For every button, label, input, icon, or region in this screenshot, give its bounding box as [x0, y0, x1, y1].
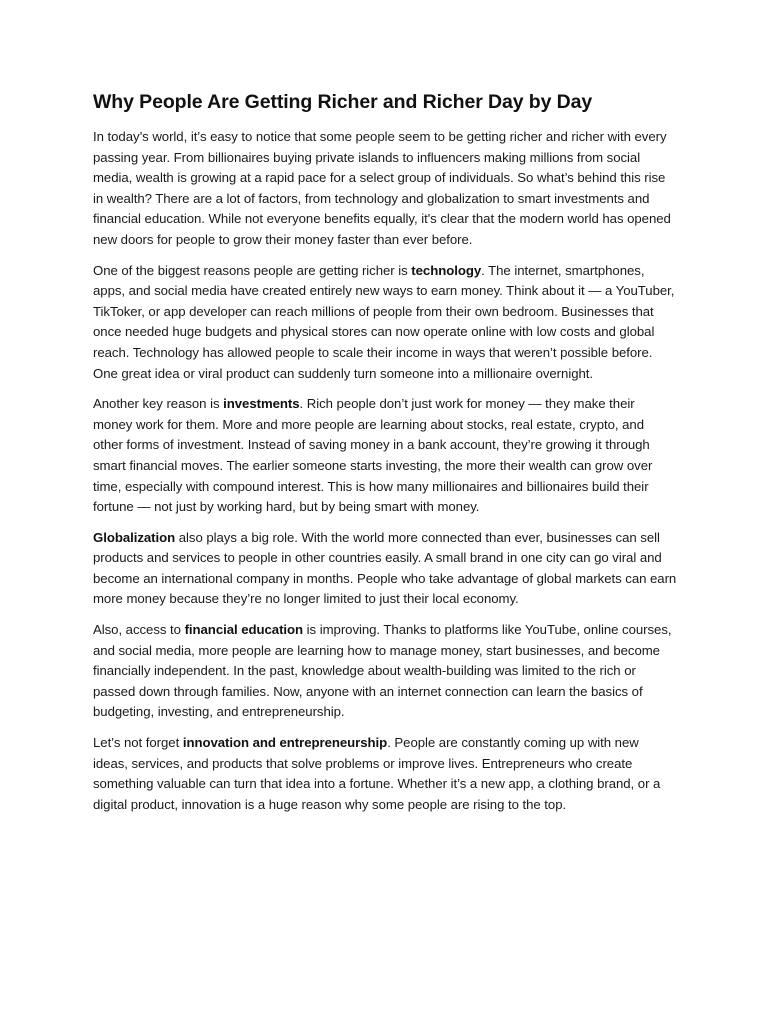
paragraph-investments: [93, 394, 677, 518]
keyword-globalization: Globalization: [93, 529, 176, 545]
document-page: [93, 90, 677, 825]
paragraph-innovation: [93, 733, 677, 815]
paragraph-technology: [93, 261, 677, 385]
keyword-technology: technology: [411, 262, 482, 278]
paragraph-intro: [93, 127, 677, 251]
paragraph-text: is improving. Thanks to platforms like YouTube, online courses, and social media, more people are learning how to manage money, start businesses, and become financially independent. In the past, knowledge about wealth-building was limited to the rich or passed down through families. Now, anyone with an internet connection can learn the basics of budgeting, investing, and entrepreneurship.: [93, 622, 672, 720]
paragraph-text: Also, access to: [93, 622, 185, 638]
paragraph-text: . People are constantly coming up with new ideas, services, and products that solve problems or improve lives. Entrepreneurs who create something valuable can turn that idea into a fortune. Whether it’s a new app, a clothing brand, or a digital product, innovation is a huge reason why some people are rising to the top.: [93, 735, 661, 812]
document-title: Why People Are Getting Richer and Richer Day by Day: [93, 91, 593, 113]
paragraph-financial-education: [93, 620, 677, 723]
paragraph-text: One of the biggest reasons people are getting richer is: [93, 262, 412, 278]
paragraph-globalization: [93, 528, 677, 610]
paragraph-text: Let’s not forget: [93, 735, 183, 751]
paragraph-text: In today’s world, it’s easy to notice that some people seem to be getting richer and richer with every passing year. From billionaires buying private islands to influencers making millions from social media, wealth is growing at a rapid pace for a select group of individuals. So what’s behind this rise in wealth? There are a lot of factors, from technology and globalization to smart investments and financial education. While not everyone benefits equally, it's clear that the modern world has opened new doors for people to grow their money faster than ever before.: [93, 129, 671, 247]
keyword-investments: investments: [223, 396, 300, 412]
paragraph-text: also plays a big role. With the world more connected than ever, businesses can sell products and services to people in other countries easily. A small brand in one city can go viral and become an international company in months. People who take advantage of global markets can earn more money because they’re no longer limited to just their local economy.: [93, 529, 677, 607]
keyword-financial-education: financial education: [184, 622, 304, 638]
paragraph-text: Another key reason is: [93, 396, 224, 412]
paragraph-text: . Rich people don’t just work for money — they make their money work for them. More and more people are learning about stocks, real estate, crypto, and other forms of investment. Instead of saving money in a bank account, they’re growing it through smart financial moves. The earlier someone starts investing, the more their wealth can grow over time, especially with compound interest. This is how many millionaires and billionaires build their fortune — not just by working hard, but by being smart with money.: [93, 396, 653, 515]
keyword-innovation-entrepreneurship: innovation and entrepreneurship: [182, 735, 388, 751]
paragraph-text: . The internet, smartphones, apps, and social media have created entirely new ways to earn money. Think about it — a YouTuber, TikToker, or app developer can reach millions of people from their own bedroom. Businesses that once needed huge budgets and physical stores can now operate online with low costs and global reach. Technology has allowed people to scale their income in ways that weren’t possible before. One great idea or viral product can suddenly turn someone into a millionaire overnight.: [93, 262, 675, 381]
